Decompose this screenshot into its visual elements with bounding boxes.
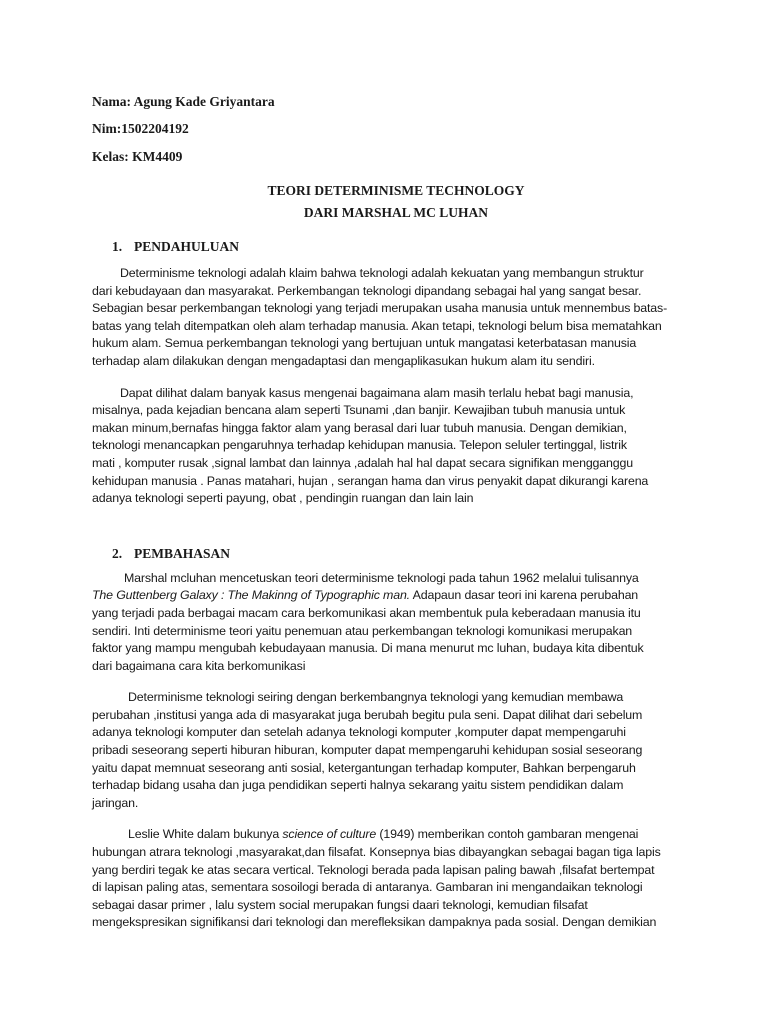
text-line: perubahan ,institusi yanga ada di masyarakat juga berubah begitu pula seni. Dapat dilihat dari sebelum xyxy=(92,707,643,722)
text-line: yaitu dapat memnuat seseorang anti sosial, ketergantungan terhadap komputer, Bahkan berpengaruh xyxy=(92,760,636,775)
text-line: hukum alam. Semua perkembangan teknologi yang bertujuan untuk mangatasi keterbatasan manusia xyxy=(92,336,637,351)
section-number: 2. xyxy=(112,545,123,561)
text-line: yang terjadi pada berbagai macam cara berkomunikasi akan membentuk pula keberadaan manusia itu xyxy=(92,605,641,620)
book-title-italic: science of culture xyxy=(282,827,377,842)
section-label: PENDAHULUAN xyxy=(134,239,240,254)
student-info xyxy=(92,92,684,175)
text-line xyxy=(92,587,684,605)
text-line: makan minum,bernafas hingga faktor alam yang berasal dari luar tubuh manusia. Dengan demikian, xyxy=(92,420,627,435)
paragraph-pendahuluan-2 xyxy=(92,385,684,508)
section-number: 1. xyxy=(112,239,123,254)
text-line: adanya teknologi komputer dan setelah adanya teknologi komputer ,komputer dapat mempengaruhi xyxy=(92,725,626,740)
text-line: pribadi seseorang seperti hiburan hiburan, komputer dapat mempengaruhi kehidupan sosial seseorang xyxy=(92,743,643,758)
text-line: batas yang telah ditempatkan oleh alam terhadap manusia. Akan tetapi, teknologi belum bisa mematahkan xyxy=(92,318,662,333)
document-subtitle: DARI MARSHAL MC LUHAN xyxy=(303,205,489,220)
text-line: Determinisme teknologi seiring dengan berkembangnya teknologi yang kemudian membawa xyxy=(128,690,624,705)
text-line: adanya teknologi seperti payung, obat , pendingin ruangan dan lain lain xyxy=(92,491,474,506)
text-line: sebagai dasar primer , lalu system social merupakan fungsi daari teknologi, kemudian filsafat xyxy=(92,897,588,912)
text-line: Marshal mcluhan mencetuskan teori determinisme teknologi pada tahun 1962 melalui tulisannya xyxy=(124,570,639,585)
text-line: Dapat dilihat dalam banyak kasus mengenai bagaimana alam masih terlalu hebat bagi manusia, xyxy=(120,385,634,400)
document-title: TEORI DETERMINISME TECHNOLOGY xyxy=(267,183,525,198)
paragraph-pembahasan-3 xyxy=(92,826,684,932)
text-line: mati , komputer rusak ,signal lambat dan lainnya ,adalah hal hal dapat secara signifikan mengganggu xyxy=(92,455,634,470)
text-line: terhadap alam dilakukan dengan mengadaptasi dan mengaplikasukan hukum alam itu sendiri. xyxy=(92,353,595,368)
paragraph-pembahasan-2 xyxy=(92,689,684,812)
section-label: PEMBAHASAN xyxy=(134,545,231,561)
text-segment: Leslie White dalam bukunya xyxy=(128,827,283,842)
text-line: faktor yang mampu mengubah kebudayaan manusia. Di mana menurut mc luhan, budaya kita dibentuk xyxy=(92,641,644,656)
text-line: hubungan atrara teknologi ,masyarakat,dan filsafat. Konsepnya bias dibayangkan sebagai bagan tiga lapis xyxy=(92,845,661,860)
text-line: Determinisme teknologi adalah klaim bahwa teknologi adalah kekuatan yang membangun struktur xyxy=(120,266,644,280)
text-line: di lapisan paling atas, sementara sosoilogi berada di antaranya. Gambaran ini mengandaikan teknologi xyxy=(92,880,643,895)
text-line: kehidupan manusia . Panas matahari, hujan , serangan hama dan virus penyakit dapat dikurangi karena xyxy=(92,473,649,488)
text-line: teknologi menancapkan pengaruhnya terhadap kehidupan manusia. Telepon seluler tertinggal, listrik xyxy=(92,438,627,453)
section-heading-pendahuluan xyxy=(92,231,684,259)
paragraph-pembahasan-1 xyxy=(92,570,684,676)
text-line: mengekspresikan signifikansi dari teknologi dan merefleksikan dampaknya pada sosial. Dengan demikian xyxy=(92,915,657,930)
paragraph-pendahuluan-1 xyxy=(92,265,684,371)
text-line xyxy=(92,826,684,844)
text-line: dari kebudayaan dan masyarakat. Perkembangan teknologi dipandang sebagai hal yang sangat besar. xyxy=(92,283,642,298)
student-name: Nama: Agung Kade Griyantara xyxy=(92,94,275,109)
text-line: jaringan. xyxy=(92,795,139,810)
text-line: sendiri. Inti determinisme teori yaitu penemuan atau perkembangan teknologi komunikasi merupakan xyxy=(92,623,633,638)
text-segment: (1949) memberikan contoh gambaran mengenai xyxy=(376,827,639,842)
text-line: misalnya, pada kejadian bencana alam seperti Tsunami ,dan banjir. Kewajiban tubuh manusia untuk xyxy=(92,403,626,418)
text-segment: Adapaun dasar teori ini karena perubahan xyxy=(409,588,639,603)
text-line: Sebagian besar perkembangan teknologi yang terjadi merupakan usaha manusia untuk mennembus batas- xyxy=(92,301,668,316)
text-line: dari bagaimana cara kita berkomunikasi xyxy=(92,658,306,673)
student-class: Kelas: KM4409 xyxy=(92,149,183,164)
text-line: terhadap bidang usaha dan juga pendidikan seperti halnya sekarang yaitu sistem pendidikan dalam xyxy=(92,778,624,793)
book-title-italic: The Guttenberg Galaxy : The Makinng of Typographic man. xyxy=(92,588,410,603)
section-heading-pembahasan xyxy=(92,538,684,566)
text-line: yang berdiri tegak ke atas secara vertical. Teknologi berada pada lapisan paling bawah ,filsafat bertempat xyxy=(92,862,655,877)
student-nim: Nim:1502204192 xyxy=(92,121,189,136)
